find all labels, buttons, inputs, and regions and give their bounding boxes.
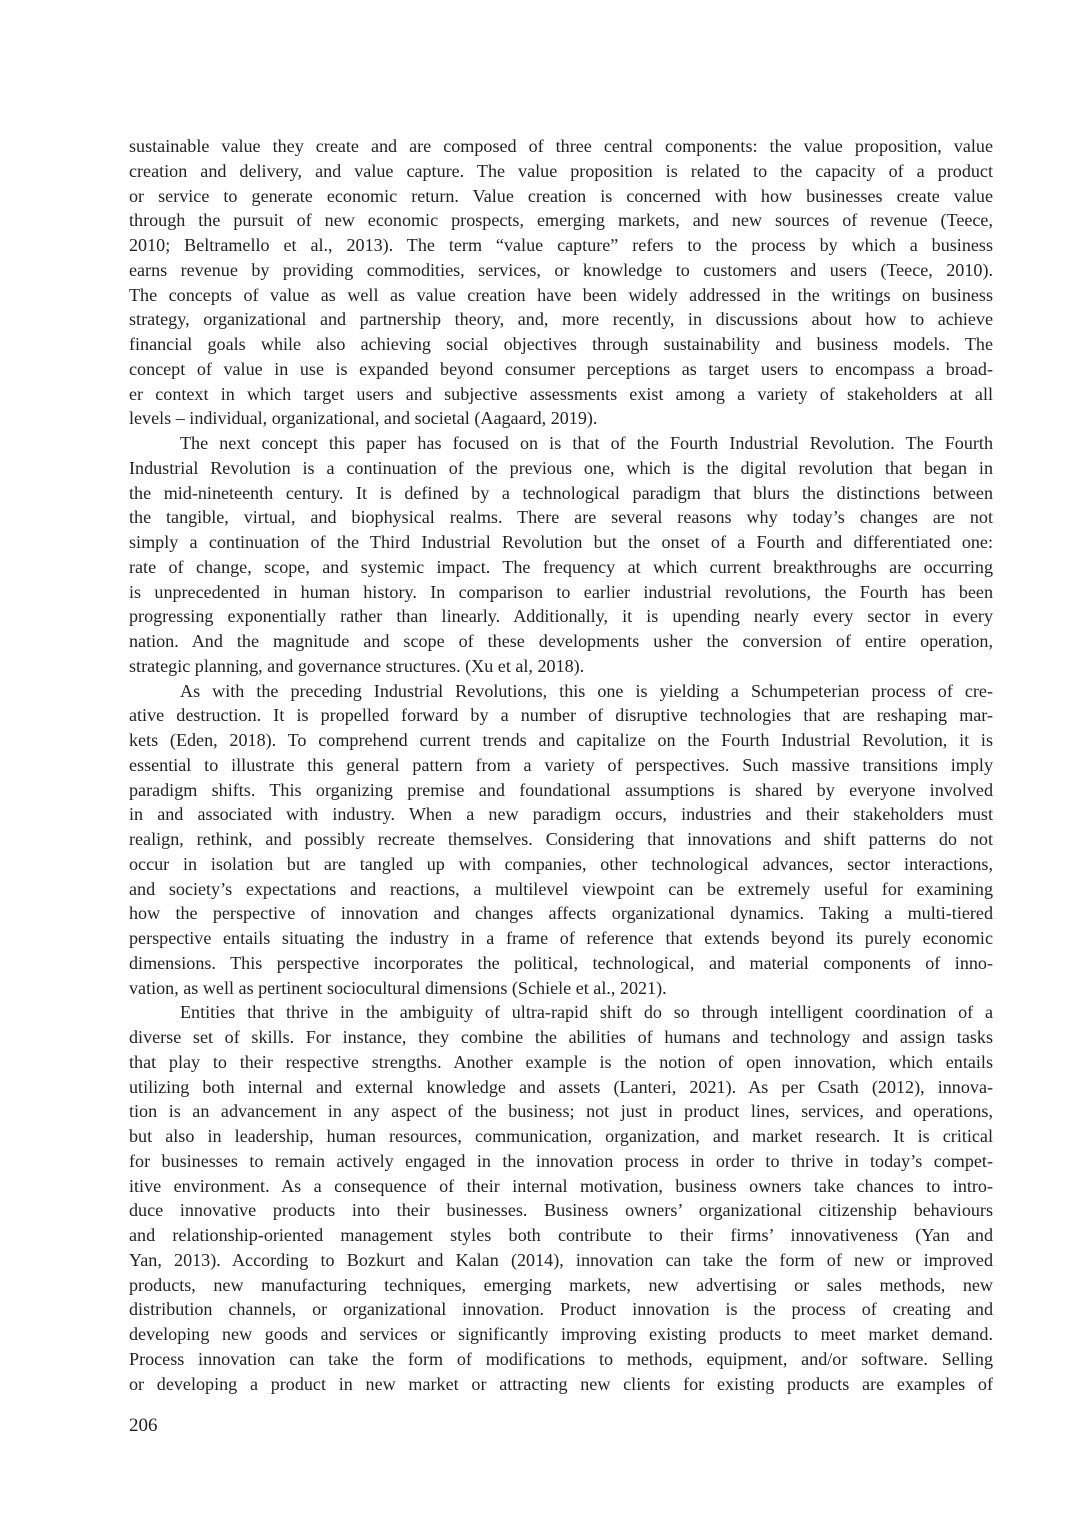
- text-line: concept of value in use is expanded beyond consumer perceptions as target users to encompass a broad-: [129, 358, 993, 379]
- text-line: realign, rethink, and possibly recreate themselves. Considering that innovations and shift patterns do not: [129, 829, 993, 849]
- text-line: The next concept this paper has focused on is that of the Fourth Industrial Revolution. The Fourth: [180, 433, 993, 453]
- text-line: creation and delivery, and value capture. The value proposition is related to the capacity of a product: [129, 160, 993, 181]
- text-line: tion is an advancement in any aspect of the business; not just in product lines, services, and operations,: [129, 1101, 993, 1122]
- text-line: the mid-nineteenth century. It is defined by a technological paradigm that blurs the distinctions between: [129, 482, 993, 503]
- paragraph: [129, 134, 993, 431]
- text-line: rate of change, scope, and systemic impact. The frequency at which current breakthroughs are occurring: [129, 556, 993, 577]
- text-line: occur in isolation but are tangled up with companies, other technological advances, sector interactions,: [129, 853, 993, 874]
- text-line: is unprecedented in human history. In comparison to earlier industrial revolutions, the Fourth has been: [129, 581, 993, 602]
- text-line: essential to illustrate this general pattern from a variety of perspectives. Such massive transitions imply: [129, 754, 993, 775]
- text-line: duce innovative products into their businesses. Business owners’ organizational citizenship behaviours: [129, 1200, 993, 1221]
- text-line: the tangible, virtual, and biophysical realms. There are several reasons why today’s changes are not: [129, 507, 993, 528]
- text-line: kets (Eden, 2018). To comprehend current trends and capitalize on the Fourth Industrial Revolution, it is: [129, 730, 993, 750]
- text-line: but also in leadership, human resources, communication, organization, and market research. It is critical: [129, 1126, 993, 1146]
- text-line: levels – individual, organizational, and societal (Aagaard, 2019).: [129, 408, 598, 429]
- text-line: As with the preceding Industrial Revolutions, this one is yielding a Schumpeterian process of cre-: [180, 680, 993, 701]
- paragraph: [129, 679, 993, 1001]
- text-line: in and associated with industry. When a new paradigm occurs, industries and their stakeholders must: [129, 804, 993, 825]
- text-line: progressing exponentially rather than linearly. Additionally, it is upending nearly every sector in every: [129, 606, 993, 627]
- page-number: 206: [129, 1415, 158, 1436]
- text-line: earns revenue by providing commodities, services, or knowledge to customers and users (Teece, 2010).: [129, 259, 993, 280]
- text-line: Industrial Revolution is a continuation of the previous one, which is the digital revolution that began in: [129, 457, 993, 478]
- text-line: or developing a product in new market or attracting new clients for existing products are examples of: [129, 1373, 993, 1394]
- text-line: Yan, 2013). According to Bozkurt and Kalan (2014), innovation can take the form of new or improved: [129, 1249, 993, 1270]
- text-line: nation. And the magnitude and scope of these developments usher the conversion of entire operation,: [129, 631, 993, 651]
- text-line: distribution channels, or organizational innovation. Product innovation is the process of creating and: [129, 1299, 993, 1320]
- text-line: developing new goods and services or significantly improving existing products to meet market demand.: [129, 1324, 993, 1344]
- text-line: strategic planning, and governance structures. (Xu et al, 2018).: [129, 655, 585, 676]
- text-line: Entities that thrive in the ambiguity of ultra-rapid shift do so through intelligent coordination of a: [180, 1002, 993, 1023]
- paragraph: [129, 1000, 993, 1396]
- paragraph: [129, 431, 993, 679]
- text-line: and relationship-oriented management styles both contribute to their firms’ innovativeness (Yan and: [129, 1225, 993, 1245]
- text-line: through the pursuit of new economic prospects, emerging markets, and new sources of revenue (Teece,: [129, 210, 993, 231]
- text-line: ative destruction. It is propelled forward by a number of disruptive technologies that are reshaping mar-: [129, 705, 993, 726]
- text-line: er context in which target users and subjective assessments exist among a variety of stakeholders at all: [129, 383, 993, 404]
- text-line: how the perspective of innovation and changes affects organizational dynamics. Taking a multi-tiered: [129, 903, 993, 924]
- text-line: utilizing both internal and external knowledge and assets (Lanteri, 2021). As per Csath (2012), innova-: [129, 1076, 993, 1097]
- text-line: sustainable value they create and are composed of three central components: the value proposition, value: [129, 136, 993, 156]
- text-line: 2010; Beltramello et al., 2013). The term “value capture” refers to the process by which a business: [129, 235, 993, 255]
- text-line: that play to their respective strengths. Another example is the notion of open innovation, which entails: [129, 1051, 993, 1072]
- text-line: paradigm shifts. This organizing premise and foundational assumptions is shared by everyone involved: [129, 779, 993, 800]
- text-line: itive environment. As a consequence of their internal motivation, business owners take chances to intro-: [129, 1175, 993, 1196]
- text-line: strategy, organizational and partnership theory, and, more recently, in discussions about how to achieve: [129, 309, 993, 330]
- text-line: financial goals while also achieving social objectives through sustainability and business models. The: [129, 334, 993, 354]
- text-line: dimensions. This perspective incorporates the political, technological, and material components of inno-: [129, 952, 993, 973]
- text-line: perspective entails situating the industry in a frame of reference that extends beyond its purely economic: [129, 928, 993, 948]
- text-line: and society’s expectations and reactions, a multilevel viewpoint can be extremely useful for examining: [129, 878, 993, 899]
- text-line: diverse set of skills. For instance, they combine the abilities of humans and technology and assign tasks: [129, 1027, 993, 1047]
- text-line: simply a continuation of the Third Industrial Revolution but the onset of a Fourth and differentiated one:: [129, 532, 993, 552]
- body-text: [129, 134, 993, 1396]
- text-line: vation, as well as pertinent sociocultural dimensions (Schiele et al., 2021).: [129, 977, 667, 998]
- text-line: for businesses to remain actively engaged in the innovation process in order to thrive in today’s compet-: [129, 1150, 993, 1171]
- text-line: Process innovation can take the form of modifications to methods, equipment, and/or software. Selling: [129, 1348, 993, 1369]
- text-line: The concepts of value as well as value creation have been widely addressed in the writings on business: [129, 284, 993, 305]
- text-line: products, new manufacturing techniques, emerging markets, new advertising or sales methods, new: [129, 1274, 993, 1295]
- text-line: or service to generate economic return. Value creation is concerned with how businesses create value: [129, 185, 993, 206]
